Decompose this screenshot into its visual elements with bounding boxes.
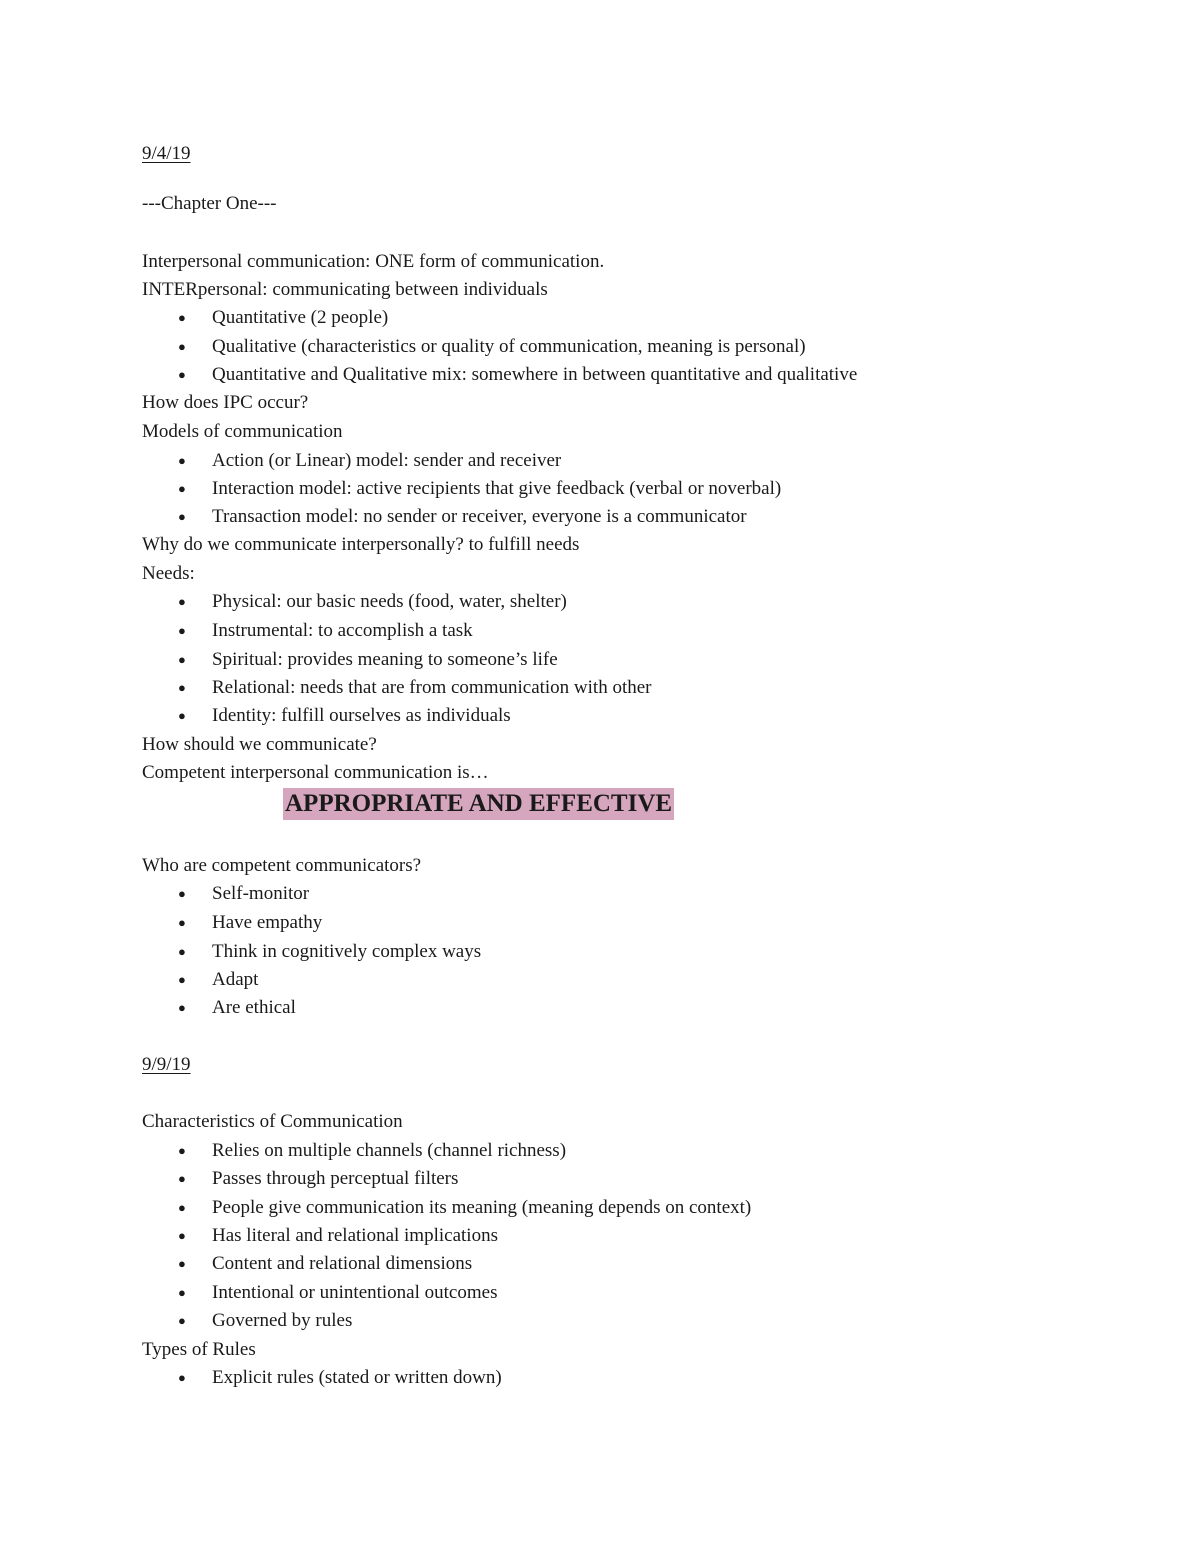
bullet-icon: ●	[178, 310, 186, 325]
list-item-text: Think in cognitively complex ways	[212, 941, 482, 962]
bullet-icon: ●	[178, 1143, 186, 1158]
paragraph-line: INTERpersonal: communicating between individuals	[142, 279, 548, 300]
paragraph-line: Why do we communicate interpersonally? to fulfill needs	[142, 534, 580, 555]
list-item-text: Has literal and relational implications	[212, 1225, 498, 1246]
list-item-text: Relies on multiple channels (channel richness)	[212, 1140, 567, 1161]
paragraph-line: Competent interpersonal communication is…	[142, 762, 489, 783]
bullet-icon: ●	[178, 1000, 186, 1015]
list-item-text: Relational: needs that are from communication with other	[212, 677, 652, 698]
paragraph-line: Types of Rules	[142, 1339, 256, 1360]
paragraph-line: Needs:	[142, 563, 195, 584]
bullet-icon: ●	[178, 594, 186, 609]
paragraph-line: Who are competent communicators?	[142, 855, 422, 876]
list-item-text: Content and relational dimensions	[212, 1253, 473, 1274]
list-item-text: Have empathy	[212, 912, 323, 933]
list-item-text: Instrumental: to accomplish a task	[212, 620, 473, 641]
bullet-icon: ●	[178, 509, 186, 524]
list-item-text: Are ethical	[212, 997, 296, 1018]
list-item-text: Identity: fulfill ourselves as individuals	[212, 705, 511, 726]
highlighted-callout: APPROPRIATE AND EFFECTIVE	[283, 788, 674, 820]
bullet-icon: ●	[178, 1171, 186, 1186]
date-heading: 9/9/19	[142, 1054, 191, 1075]
bullet-icon: ●	[178, 944, 186, 959]
list-item-text: Transaction model: no sender or receiver, everyone is a communicator	[212, 506, 747, 527]
list-item-text: People give communication its meaning (meaning depends on context)	[212, 1197, 752, 1218]
bullet-icon: ●	[178, 886, 186, 901]
list-item-text: Passes through perceptual filters	[212, 1168, 459, 1189]
chapter-heading: ---Chapter One---	[142, 193, 277, 214]
list-item-text: Adapt	[212, 969, 259, 990]
list-item-text: Interaction model: active recipients that give feedback (verbal or noverbal)	[212, 478, 782, 499]
bullet-icon: ●	[178, 680, 186, 695]
list-item-text: Explicit rules (stated or written down)	[212, 1367, 502, 1388]
bullet-icon: ●	[178, 1228, 186, 1243]
list-item-text: Self-monitor	[212, 883, 310, 904]
bullet-icon: ●	[178, 339, 186, 354]
bullet-icon: ●	[178, 1285, 186, 1300]
list-item-text: Governed by rules	[212, 1310, 353, 1331]
list-item-text: Quantitative and Qualitative mix: somewhere in between quantitative and qualitative	[212, 364, 858, 385]
bullet-icon: ●	[178, 1370, 186, 1385]
bullet-icon: ●	[178, 481, 186, 496]
bullet-icon: ●	[178, 915, 186, 930]
list-item-text: Spiritual: provides meaning to someone’s life	[212, 649, 558, 670]
paragraph-line: How does IPC occur?	[142, 392, 309, 413]
list-item-text: Qualitative (characteristics or quality of communication, meaning is personal)	[212, 336, 806, 357]
list-item-text: Quantitative (2 people)	[212, 307, 389, 328]
bullet-icon: ●	[178, 652, 186, 667]
bullet-icon: ●	[178, 1256, 186, 1271]
paragraph-line: How should we communicate?	[142, 734, 377, 755]
paragraph-line: Characteristics of Communication	[142, 1111, 403, 1132]
list-item-text: Physical: our basic needs (food, water, shelter)	[212, 591, 567, 612]
bullet-icon: ●	[178, 623, 186, 638]
bullet-icon: ●	[178, 1313, 186, 1328]
date-heading: 9/4/19	[142, 143, 191, 164]
bullet-icon: ●	[178, 708, 186, 723]
bullet-icon: ●	[178, 453, 186, 468]
bullet-icon: ●	[178, 1200, 186, 1215]
paragraph-line: Interpersonal communication: ONE form of communication.	[142, 251, 605, 272]
paragraph-line: Models of communication	[142, 421, 343, 442]
list-item-text: Intentional or unintentional outcomes	[212, 1282, 498, 1303]
bullet-icon: ●	[178, 972, 186, 987]
list-item-text: Action (or Linear) model: sender and receiver	[212, 450, 562, 471]
bullet-icon: ●	[178, 367, 186, 382]
